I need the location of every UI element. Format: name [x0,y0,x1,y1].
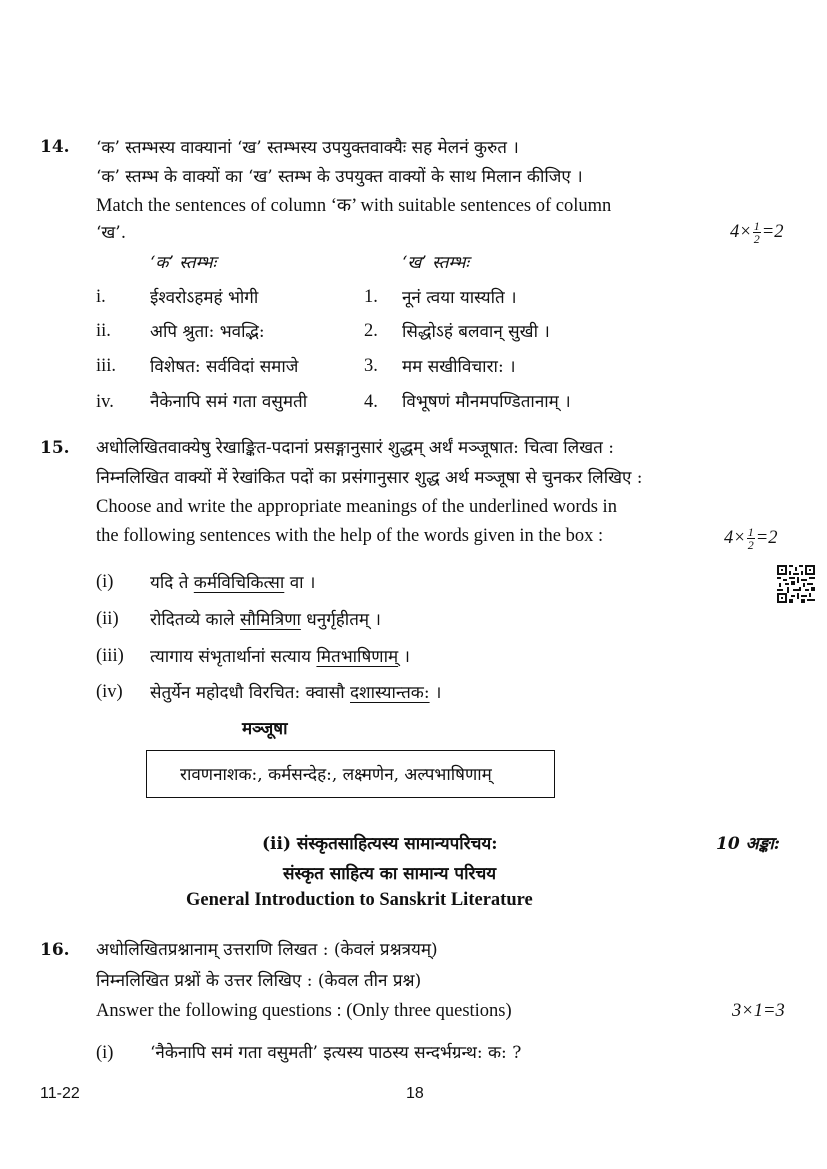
q15-english-line1: Choose and write the appropriate meanings of the underlined words in [96,497,617,517]
q14-row-col-b: मम सखीविचारा: । [402,357,516,377]
q15-item-sentence [150,570,315,593]
q15-item-label: (iv) [96,682,123,702]
q15-item-sentence [150,680,441,703]
q15-item-text-post: वा । [284,573,316,593]
q14-row-col-a: नैकेनापि समं गता वसुमती [150,392,308,412]
q15-item-underlined-word: सौमित्रिणा [239,610,301,630]
q14-row-number: 1. [364,287,378,307]
q16-number: 16. [40,940,70,960]
q14-row-col-b: नूनं त्वया यास्यति । [402,288,517,308]
q15-marks-prefix: 4× [724,527,746,548]
q15-sanskrit-instruction: अधोलिखितवाक्येषु रेखाङ्कित-पदानां प्रसङ्गानुसारं शुद्धम् अर्थं मञ्जूषात: चित्वा लिखत : [96,438,614,458]
q14-row-number: 4. [364,392,378,412]
q15-item-text-post: । [429,683,442,703]
q14-number: 14. [40,137,70,157]
q15-marks-suffix: =2 [755,527,778,548]
q15-marks [724,526,777,551]
q15-marks-den: 2 [747,538,754,552]
section-marks: 10 अङ्का: [716,834,781,854]
q16-sanskrit-instruction: अधोलिखितप्रश्नानाम् उत्तराणि लिखत : (केवलं प्रश्नत्रयम्) [96,940,438,960]
q15-item-label: (i) [96,572,114,592]
q15-item-label: (ii) [96,609,119,629]
q15-item-text-post: धनुर्गृहीतम् । [300,610,381,630]
q15-item-text-pre: त्यागाय संभृतार्थानां सत्याय [150,647,317,667]
q14-row-number: 3. [364,356,378,376]
q16-item-text: ‘नैकेनापि समं गता वसुमती’ इत्यस्य पाठस्य सन्दर्भग्रन्थ: क: ? [150,1043,522,1063]
q15-hindi-instruction: निम्नलिखित वाक्यों में रेखांकित पदों का प्रसंगानुसार शुद्ध अर्थ मञ्जूषा से चुनकर लिखिए : [96,468,643,488]
q14-marks [730,220,783,245]
q15-item-label: (iii) [96,646,124,666]
column-b-header: ‘ख’ स्तम्भः [402,253,469,273]
column-a-header: ‘क’ स्तम्भः [150,253,217,273]
q15-item-underlined-word: दशास्यान्तक: [350,683,430,703]
q14-row-col-b: विभूषणं मौनमपण्डितानाम् । [402,392,571,412]
q16-english-instruction: Answer the following questions : (Only three questions) [96,1001,512,1021]
q14-row-col-a: अपि श्रुता: भवद्भि: [150,322,265,342]
q14-english-line2: ‘ख’. [96,223,127,243]
q14-row-col-a: विशेषत: सर्वविदां समाजे [150,357,299,377]
q14-row-roman: ii. [96,321,111,341]
qr-code-icon [777,565,815,603]
q14-marks-num: 1 [753,219,760,233]
q14-hindi-instruction: ‘क’ स्तम्भ के वाक्यों का ‘ख’ स्तम्भ के उपयुक्त वाक्यों के साथ मिलान कीजिए । [96,167,583,187]
q16-hindi-instruction: निम्नलिखित प्रश्नों के उत्तर लिखिए : (केवल तीन प्रश्न) [96,971,422,991]
q15-number: 15. [40,438,70,458]
section-title-sanskrit: (ii) संस्कृतसाहित्यस्य सामान्यपरिचय: [262,834,498,854]
q14-row-number: 2. [364,321,378,341]
q15-item-text-post: । [398,647,410,667]
word-box-title: मञ्जूषा [242,719,288,739]
page-number: 18 [406,1085,424,1102]
q14-row-col-a: ईश्वरोऽहमहं भोगी [150,288,259,308]
q15-item-underlined-word: कर्मविचिकित्सा [193,573,285,593]
q16-item-label: (i) [96,1043,114,1063]
paper-code: 11-22 [40,1085,80,1102]
word-box-words: रावणनाशक:, कर्मसन्देह:, लक्ष्मणेन, अल्पभाषिणाम् [180,765,492,785]
q14-marks-suffix: =2 [761,221,784,242]
q14-row-col-b: सिद्धोऽहं बलवान् सुखी । [402,322,550,342]
q15-item-underlined-word: मितभाषिणाम् [316,647,399,667]
q14-sanskrit-instruction: ‘क’ स्तम्भस्य वाक्यानां ‘ख’ स्तम्भस्य उपयुक्तवाक्यैः सह मेलनं कुरुत । [96,138,519,158]
q14-row-roman: i. [96,287,106,307]
q15-item-text-pre: रोदितव्ये काले [150,610,240,630]
q15-item-text-pre: सेतुर्येन महोदधौ विरचित: क्वासौ [150,683,351,703]
q15-english-line2: the following sentences with the help of the words given in the box : [96,526,604,546]
q14-marks-prefix: 4× [730,221,752,242]
q16-marks: 3×1=3 [732,1001,785,1021]
section-title-hindi: संस्कृत साहित्य का सामान्य परिचय [283,864,497,884]
q15-item-text-pre: यदि ते [150,573,194,593]
q15-marks-num: 1 [747,525,754,539]
q14-row-roman: iii. [96,356,117,376]
q15-item-sentence [150,607,381,630]
q15-item-sentence [150,644,410,667]
q14-marks-den: 2 [753,232,760,246]
q14-row-roman: iv. [96,392,114,412]
section-title-english: General Introduction to Sanskrit Literature [186,890,533,910]
q14-english-line1: Match the sentences of column ‘क’ with suitable sentences of column [96,196,612,216]
